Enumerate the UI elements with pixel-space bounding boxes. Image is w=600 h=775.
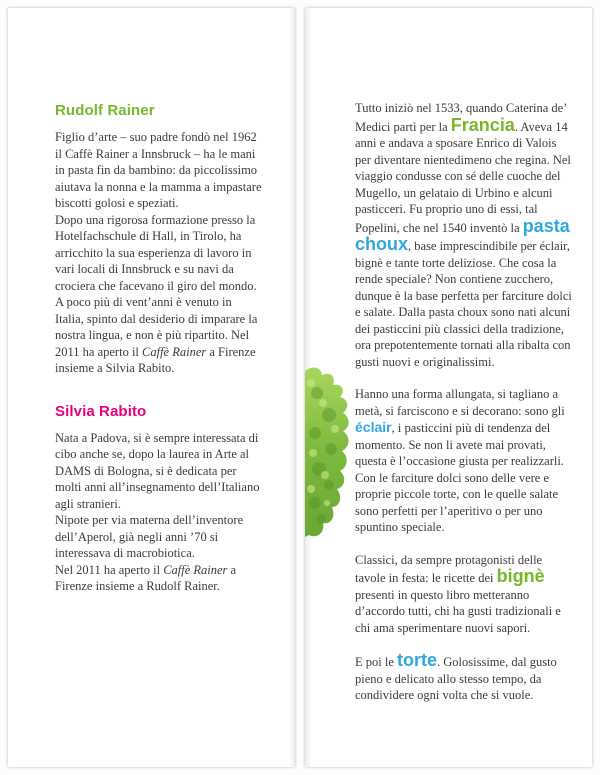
highlight-text: pasta choux xyxy=(355,215,570,254)
eclair-paragraph xyxy=(355,386,574,536)
author-heading-silvia: Silvia Rabito xyxy=(55,402,147,420)
bio-paragraph xyxy=(55,129,262,212)
right-page-content xyxy=(305,8,592,704)
left-page-content xyxy=(8,8,295,595)
highlight-text: bignè xyxy=(496,566,545,586)
bio-paragraph xyxy=(55,562,262,595)
body-text: , i pasticcini più di tendenza del momento. Se non li avete mai provati, questa è l’occasione giusta per realizzarli. Con le farciture dolci sono delle vere e proprie piccole torte, con le quelle salate sono perfetti per l’aperitivo o per uno spuntino speciale. xyxy=(355,421,564,534)
intro-paragraph xyxy=(355,100,574,370)
bio-paragraph xyxy=(55,430,262,513)
body-text: , base imprescindibile per éclair, bignè e tante torte deliziose. Che cosa la rende speciale? Non contiene zucchero, dunque è la base perfetta per farciture dolci e salate. Dalla pasta choux sono nati alcuni dei pasticcini più classici della tradizione, ora prepotentemente tornati alla ribalta con gusti nuovi e originalissimi. xyxy=(355,239,572,369)
body-text: Dopo una rigorosa formazione presso la Hotelfachschule di Hall, in Tirolo, ha arricchito la sua esperienza di lavoro in vari locali di Innsbruck e su navi da crociera che facevano il giro del mondo. A poco più di vent’anni è venuto in Italia, spinto dal desiderio di imparare la nostra lingua, e non è più ripartito. Nel 2011 ha aperto il xyxy=(55,212,258,359)
torte-paragraph xyxy=(355,652,574,704)
body-text: Hanno una forma allungata, si tagliano a metà, si farciscono e si decorano: sono gli xyxy=(355,387,565,418)
highlight-text: Caffè Rainer xyxy=(163,562,228,577)
bio-paragraph xyxy=(55,512,262,562)
bigne-paragraph xyxy=(355,552,574,637)
body-text: Figlio d’arte – suo padre fondò nel 1962 il Caffè Rainer a Innsbruck – ha le mani in pasta fin da bambino: da piccolissimo aiutava la nonna e la mamma a impastare biscotti golosi e speziati. xyxy=(55,130,262,210)
highlight-text: torte xyxy=(397,650,438,670)
body-text: Classici, da sempre protagonisti delle tavole in festa: le ricette dei xyxy=(355,552,543,585)
body-text: Tutto iniziò nel 1533, quando Caterina de’ Medici partì per la xyxy=(355,101,567,134)
highlight-text: Caffè Rainer xyxy=(142,344,207,359)
body-text: Nata a Padova, si è sempre interessata di cibo anche se, dopo la laurea in Arte al DAMS di Bologna, si è dedicata per molti anni all’insegnamento dell’Italiano agli stranieri. xyxy=(55,430,260,511)
body-text: E poi le xyxy=(355,655,398,669)
highlight-text: éclair xyxy=(355,419,392,435)
body-text: Nipote per via materna dell’inventore dell’Aperol, già negli anni ’70 si interessava di macrobiotica. xyxy=(55,513,244,560)
author-heading-rudolf: Rudolf Rainer xyxy=(55,102,155,119)
body-text: . Golosissime, dal gusto pieno e delicato allo stesso tempo, da condividere ogni volta che si vuole. xyxy=(355,655,557,702)
right-page xyxy=(305,8,592,767)
bio-paragraph xyxy=(55,212,262,377)
body-text: . Aveva 14 anni e andava a sposare Enrico di Valois per diventare nientedimeno che regina. Nel viaggio condusse con sé delle cuoche del Mugello, un gelataio di Urbino e alcuni pasticceri. Fu proprio uno di essi, tal Popelini, che nel 1540 inventò la xyxy=(355,119,571,235)
body-text: a Firenze insieme a Silvia Rabito. xyxy=(55,344,256,375)
author-bio-rudolf xyxy=(55,102,262,377)
body-text: Nel 2011 ha aperto il xyxy=(55,562,164,577)
highlight-text: Francia xyxy=(450,114,515,135)
body-text: a Firenze insieme a Rudolf Rainer. xyxy=(55,562,237,593)
left-page xyxy=(8,8,295,767)
body-text: presenti in questo libro metteranno d’accordo tutti, chi ha gusti tradizionali e chi ama sperimentare nuovi sapori. xyxy=(355,587,561,635)
author-bio-silvia xyxy=(55,403,262,595)
